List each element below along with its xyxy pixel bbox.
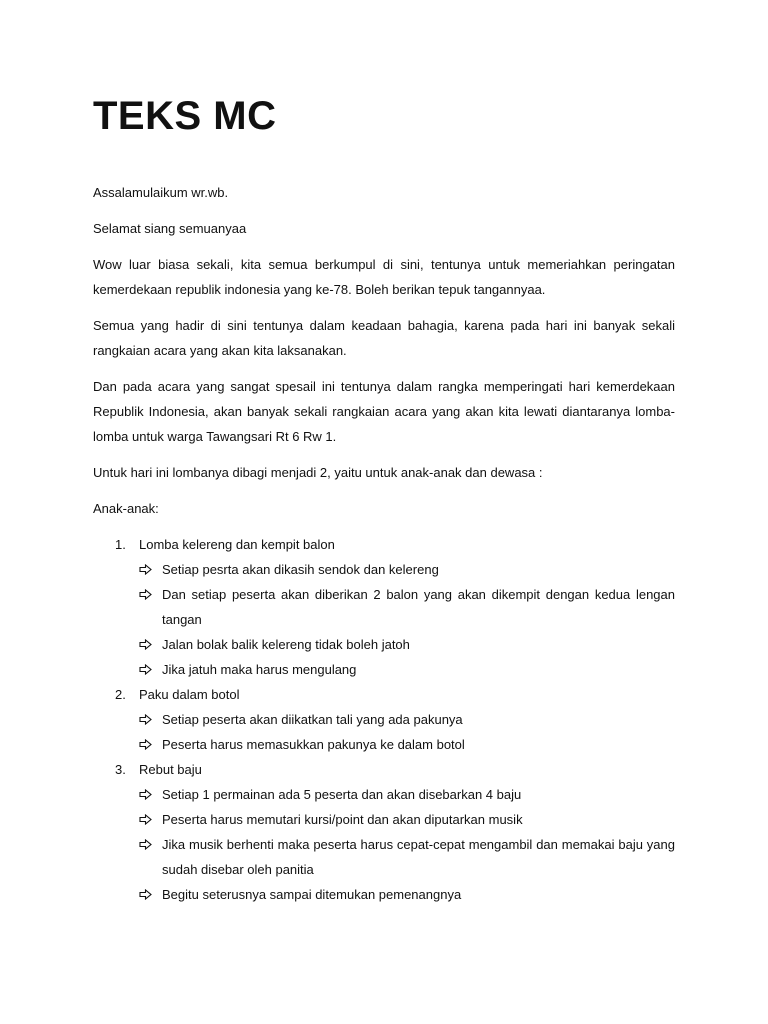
competition-item <box>93 757 675 907</box>
arrow-right-outline-icon <box>139 782 162 807</box>
competition-list <box>93 532 675 907</box>
arrow-right-outline-icon <box>139 807 162 832</box>
rule-text: Jalan bolak balik kelereng tidak boleh jatoh <box>162 637 410 652</box>
rule-text: Peserta harus memasukkan pakunya ke dalam botol <box>162 737 465 752</box>
rule-list <box>93 782 675 907</box>
rule-text: Jika jatuh maka harus mengulang <box>162 662 357 677</box>
opening-paragraph: Wow luar biasa sekali, kita semua berkumpul di sini, tentunya untuk memeriahkan peringatan kemerdekaan republik indonesia yang ke-78. Boleh berikan tepuk tangannyaa. <box>93 257 675 297</box>
competition-title: Rebut baju <box>139 762 202 777</box>
arrow-right-outline-icon <box>139 557 162 582</box>
rule-text: Setiap pesrta akan dikasih sendok dan kelereng <box>162 562 439 577</box>
rule-item <box>139 807 675 832</box>
arrow-right-outline-icon <box>139 707 162 732</box>
document-body <box>93 180 675 907</box>
page-title: TEKS MC <box>93 94 277 138</box>
competition-item <box>93 532 675 682</box>
competition-number: 3. <box>115 762 126 777</box>
rule-text: Setiap peserta akan diikatkan tali yang ada pakunya <box>162 712 463 727</box>
arrow-right-outline-icon <box>139 582 162 607</box>
competition-title: Paku dalam botol <box>139 687 240 702</box>
rule-item <box>139 882 675 907</box>
rule-text: Dan setiap peserta akan diberikan 2 balon yang akan dikempit dengan kedua lengan tangan <box>162 587 675 627</box>
rule-item <box>139 782 675 807</box>
rule-text: Jika musik berhenti maka peserta harus cepat-cepat mengambil dan memakai baju yang sudah disebar oleh panitia <box>162 837 675 877</box>
rule-item <box>139 657 675 682</box>
rule-list <box>93 557 675 682</box>
rule-item <box>139 707 675 732</box>
arrow-right-outline-icon <box>139 632 162 657</box>
arrow-right-outline-icon <box>139 882 162 907</box>
rule-item <box>139 732 675 757</box>
rule-text: Setiap 1 permainan ada 5 peserta dan akan disebarkan 4 baju <box>162 787 522 802</box>
competition-title: Lomba kelereng dan kempit balon <box>139 537 335 552</box>
arrow-right-outline-icon <box>139 832 162 857</box>
rule-list <box>93 707 675 757</box>
arrow-right-outline-icon <box>139 657 162 682</box>
salutation-paragraph: Selamat siang semuanyaa <box>93 221 247 236</box>
rule-text: Peserta harus memutari kursi/point dan akan diputarkan musik <box>162 812 523 827</box>
competition-item <box>93 682 675 757</box>
rule-item <box>139 557 675 582</box>
rule-text: Begitu seterusnya sampai ditemukan pemenangnya <box>162 887 462 902</box>
rule-item <box>139 582 675 632</box>
children-heading: Anak-anak: <box>93 501 159 516</box>
rule-item <box>139 632 675 657</box>
event-intro-paragraph: Semua yang hadir di sini tentunya dalam keadaan bahagia, karena pada hari ini banyak sekali rangkaian acara yang akan kita laksanakan. <box>93 318 675 358</box>
event-detail-paragraph: Dan pada acara yang sangat spesail ini tentunya dalam rangka memperingati hari kemerdekaan Republik Indonesia, akan banyak sekali rangkaian acara yang akan kita lewati diantaranya lomba-lomba untuk warga Tawangsari Rt 6 Rw 1. <box>93 379 675 444</box>
arrow-right-outline-icon <box>139 732 162 757</box>
competition-number: 2. <box>115 687 126 702</box>
greeting-paragraph: Assalamulaikum wr.wb. <box>93 185 229 200</box>
category-paragraph: Untuk hari ini lombanya dibagi menjadi 2, yaitu untuk anak-anak dan dewasa : <box>93 465 543 480</box>
competition-number: 1. <box>115 537 126 552</box>
rule-item <box>139 832 675 882</box>
